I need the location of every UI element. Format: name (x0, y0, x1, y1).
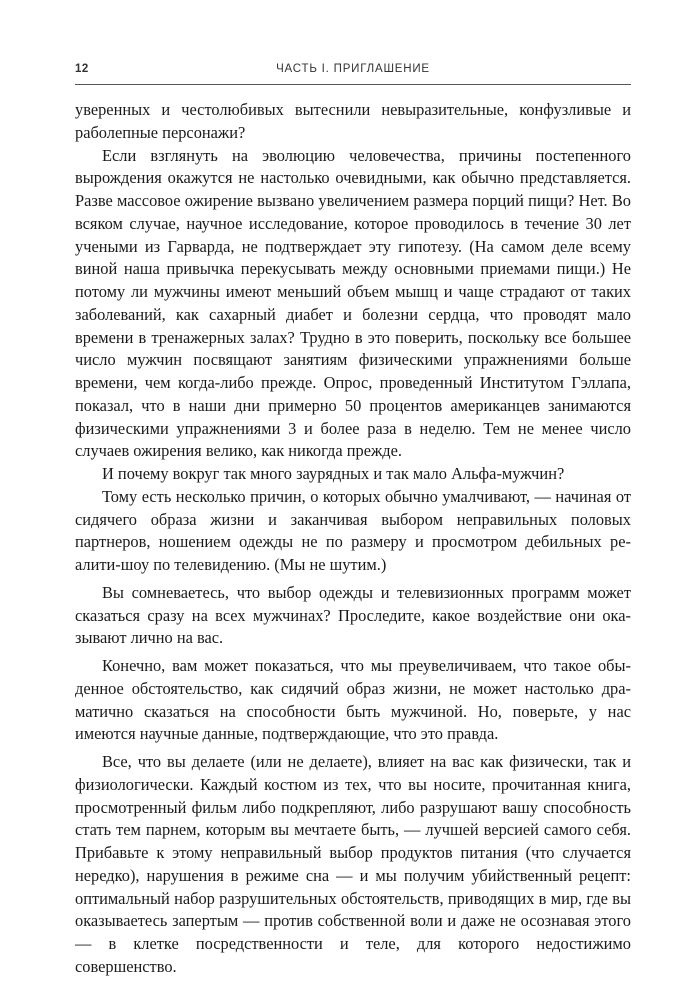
paragraph: Все, что вы делаете (или не делаете), влияет на вас как физически, так и физиологически. Каждый костюм из тех, что вы носите, прочитанная книга, просмотренный фильм либо подкрепляют, либо разрушают вашу способность стать тем парнем, которым вы мечтаете быть, — лучшей версией самого себя. Прибавьте к этому неправильный выбор продуктов питания (что случается нередко), нарушения в режиме сна — и мы получим убийственный рецепт: оптимальный набор разрушительных обстоятельств, приводящих в мир, где вы оказываетесь запертым — против собственной воли и даже не осознавая этого — в клетке посредственности и теле, для которого недостижимо совершенство. (75, 752, 631, 976)
running-head (75, 61, 631, 79)
body-text (75, 99, 631, 979)
page-number: 12 (75, 63, 89, 75)
paragraph: И почему вокруг так много заурядных и так мало Альфа-мужчин? (102, 464, 565, 483)
chapter-title: ЧАСТЬ I. ПРИГЛАШЕНИЕ (276, 63, 430, 75)
header-rule (75, 84, 631, 85)
paragraph: Тому есть несколько причин, о которых обычно умалчивают, — начиная от сидячего образа жизни и заканчивая выбором неправильных половых партнеров, ношением одежды не по размеру и просмотром дебильных реалити-шоу по телевидению. (Мы не шутим.) (75, 486, 631, 574)
paragraph: Конечно, вам может показаться, что мы преувеличиваем, что такое обыденное обстоятельство, как сидячий образ жизни, не может настолько драматично сказаться на способности быть мужчиной. Но, поверьте, у нас имеются научные данные, подтверждающие, что это правда. (75, 656, 631, 744)
paragraph-continued: уверенных и честолюбивых вытеснили невыразительные, конфузливые и раболепные персонажи? (75, 100, 631, 142)
paragraph: Если взглянуть на эволюцию человечества, причины постепенного вырождения окажутся не настолько очевидными, как обычно представляется. Разве массовое ожирение вызвано увеличением размера порций пищи? Нет. Во всяком случае, научное исследование, которое проводилось в течение 30 лет учеными из Гарварда, не подтверждает эту гипотезу. (На самом деле всему виной наша привычка перекусывать между основными приемами пищи.) Не потому ли мужчины имеют меньший объем мышц и чаще страдают от таких заболеваний, как сахарный диабет и болезни сердца, что проводят мало времени в тренажерных залах? Трудно в это поверить, поскольку все большее число мужчин посвящают занятиям физическими упражнениями больше времени, чем когда-либо прежде. Опрос, проведенный Институтом Гэллапа, показал, что в наши дни примерно 50 процентов американцев занимаются физическими упражнениями 3 и более раза в неделю. Тем не менее число случаев ожирения велико, как никогда прежде. (75, 145, 631, 461)
paragraph: Вы сомневаетесь, что выбор одежды и телевизионных программ может сказаться сразу на всех мужчинах? Проследите, какое воздействие они оказывают лично на вас. (75, 582, 631, 648)
